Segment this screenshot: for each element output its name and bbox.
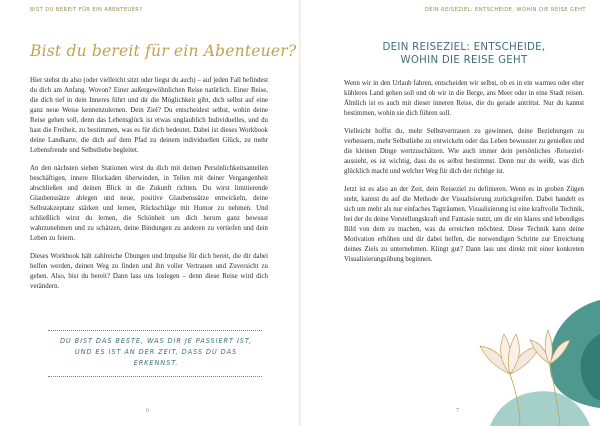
paragraph: Hier stehst du also (oder vielleicht sitzt oder liegst du auch) – auf jeden Fall befindest du dich am Anfang. Wovon? Einer außergewöhnlichen Reise natürlich. Einer Reise, die dich tief in dein Inneres führt und dir die Möglichkeit gibt, dich selbst auf eine ganz neue Weise kennenzulernen. Dein Ziel? Du entscheidest selbst, wohin deine Reise gehen soll, denn das Lebensglück ist etwas unglaublich Individuelles, und du hast die Freiheit, zu bestimmen, was es für dich bedeutet. Dabei ist dieses Workbook deine Landkarte, die dich auf dem Pfad zu deinem individuellen Glück, zu mehr Lebensfreude und Selbstliebe begleitet. <box>30 77 268 154</box>
title-line-1: DEIN REISEZIEL: ENTSCHEIDE, <box>382 42 546 53</box>
quote-divider-top <box>48 330 262 331</box>
right-page <box>300 0 600 426</box>
page-number-right: 7 <box>456 408 459 414</box>
paragraph: An den nächsten sieben Stationen wirst du dich mit deinen Persönlichkeitsanteilen beschäftigen, innere Blockaden überwinden, in Teilen mit deiner Vergangenheit abschließen und deinen Blick in die Zukunft richten. Du wirst limitierende Glaubenssätze ablegen und neue, positive Glaubenssätze entwickeln, deine Selbstakzeptanz stärken und lernen, Rückschläge mit Humor zu nehmen. Und schließlich wirst du lernen, die Schönheit um dich herum ganz bewusst wahrzunehmen und zu schätzen, deine Bindungen zu anderen zu vertiefen und dein Leben zu feiern. <box>30 165 268 242</box>
page-title-left: Bist du bereit für ein Abenteuer? <box>30 42 297 60</box>
body-text-left <box>30 76 268 300</box>
lotus-illustration <box>450 300 600 426</box>
paragraph: Vielleicht hoffst du, mehr Selbstvertrauen zu gewinnen, deine Beziehungen zu verbessern, mehr Selbstliebe zu entwickeln oder das Leben bewusster zu genießen und die kleinen Dinge wertzuschätzen. Wie auch immer dein persönliches ›Reiseziel‹ aussieht, es ist wichtig, dass du es selbst bestimmst. Denn nur du weißt, was dich glücklich macht und welcher Weg für dich der richtige ist. <box>344 128 584 175</box>
paragraph: Dieses Workbook hält zahlreiche Übungen und Impulse für dich bereit, die dir dabei helfen werden, deinen Weg zu finden und ihn voller Vertrauen und Zuversicht zu gehen. Also, bist du bereit? Dann lass uns loslegen – denn diese Reise wird dich verändern. <box>30 253 268 290</box>
running-head-right: DEIN REISEZIEL: ENTSCHEIDE, WOHIN DIE REISE GEHT <box>424 7 586 13</box>
body-text-right <box>344 79 584 273</box>
paragraph: Jetzt ist es also an der Zeit, dein Reiseziel zu definieren. Wenn es in groben Zügen steht, kannst du auf die Methode der Visualisierung zurückgreifen. Dabei handelt es sich um mehr als nur einfaches Tagträumen. Visualisierung ist eine kraftvolle Technik, bei der du deine Vorstellungskraft und Fantasie nutzt, um dir ein klares und lebendiges Bild von dem zu machen, was du erreichen möchtest. Diese Technik kann deine Motivation erhöhen und dir dabei helfen, die notwendigen Schritte zur Erreichung deines Ziels zu unternehmen. Klingt gut? Dann lass uns direkt mit einer konkreten Visualisierungsübung beginnen. <box>344 186 584 263</box>
page-number-left: 6 <box>146 408 149 414</box>
title-line-2: WOHIN DIE REISE GEHT <box>400 54 528 66</box>
quote-divider-bottom <box>48 376 262 377</box>
pull-quote: DU BIST DAS BESTE, WAS DIR JE PASSIERT IST, UND ES IST AN DER ZEIT, DASS DU DAS ERKENNST. <box>59 337 253 367</box>
running-head-left: BIST DU BEREIT FÜR EIN ABENTEUER? <box>30 7 143 13</box>
page-title-right <box>344 42 584 67</box>
paragraph: Wenn wir in den Urlaub fahren, entscheiden wir selbst, ob es in ein warmes oder eher kühleres Land gehen soll und ob wir in die Berge, ans Meer oder in eine Stadt reisen. Ähnlich ist es auch mit dieser inneren Reise, die du gerade antrittst. Nur du kannst bestimmen, wohin sie dich führen soll. <box>344 80 584 117</box>
